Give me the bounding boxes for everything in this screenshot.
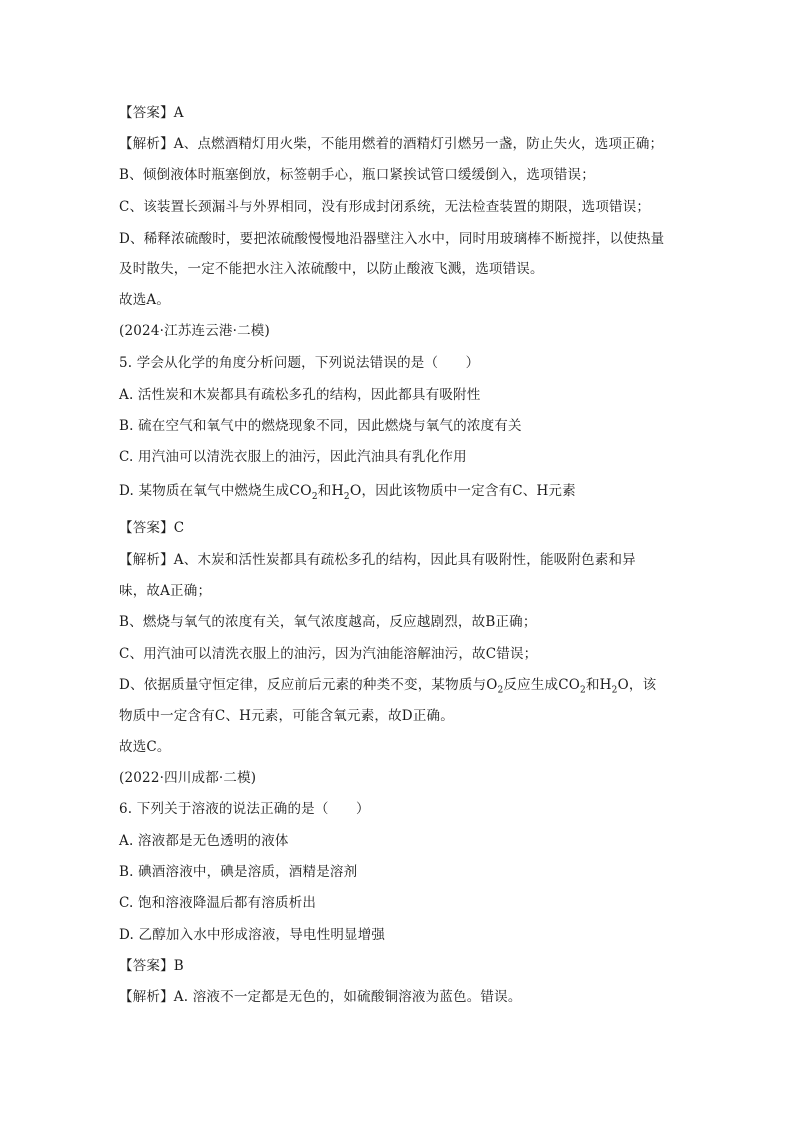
question-5-option-a: A. 活性炭和木炭都具有疏松多孔的结构，因此都具有吸附性 <box>119 387 481 403</box>
question-6-stem: 6. 下列关于溶液的说法正确的是（ ） <box>119 801 370 817</box>
analysis2-line-5-c: 和H <box>585 677 612 693</box>
analysis2-line-5-a: D、依据质量守恒定律，反应前后元素的种类不变，某物质与O <box>119 677 498 693</box>
question-source-5: (2024·江苏连云港·二模) <box>119 323 270 339</box>
formula-co2-subscript: 2 <box>311 491 318 502</box>
answer-label-3: 【答案】B <box>119 958 184 974</box>
analysis-line-1: 【解析】A、点燃酒精灯用火柴，不能用燃着的酒精灯引燃另一盏，防止失火，选项正确； <box>119 136 664 152</box>
conclusion-2: 故选C。 <box>119 739 171 755</box>
option-d-text-end: ，因此该物质中一定含有C、H元素 <box>361 483 576 499</box>
conclusion-1: 故选A。 <box>119 292 171 308</box>
option-d-text-start: D. 某物质在氧气中燃烧生成 <box>119 483 290 499</box>
analysis-line-2: B、倾倒液体时瓶塞倒放，标签朝手心，瓶口紧挨试管口缓缓倒入，选项错误； <box>119 167 595 183</box>
question-6-option-b: B. 碘酒溶液中，碘是溶质，酒精是溶剂 <box>119 864 358 880</box>
analysis2-line-5-b: 反应生成CO <box>503 677 581 693</box>
analysis2-line-5 <box>119 675 719 695</box>
analysis3-line-1: 【解析】A. 溶液不一定都是无色的，如硫酸铜溶液为蓝色。错误。 <box>119 989 522 1005</box>
answer-label-2: 【答案】C <box>119 520 185 536</box>
h2o-subscript: 2 <box>611 685 618 696</box>
question-5-option-d <box>119 481 719 501</box>
analysis2-line-6: 物质中一定含有C、H元素，可能含氧元素，故D正确。 <box>119 708 454 724</box>
analysis-line-4: D、稀释浓硫酸时，要把浓硫酸慢慢地沿器壁注入水中，同时用玻璃棒不断搅拌，以使热量 <box>119 231 665 247</box>
analysis2-line-2: 味，故A正确； <box>119 583 212 599</box>
analysis2-line-5-d: O，该 <box>617 677 657 693</box>
question-6-option-c: C. 饱和溶液降温后都有溶质析出 <box>119 895 317 911</box>
analysis2-line-1: 【解析】A、木炭和活性炭都具有疏松多孔的结构，因此具有吸附性，能吸附色素和异 <box>119 552 636 568</box>
question-5-stem: 5. 学会从化学的角度分析问题，下列说法错误的是（ ） <box>119 355 480 371</box>
question-source-6: (2022·四川成都·二模) <box>119 770 257 786</box>
formula-h2o-subscript: 2 <box>343 491 350 502</box>
analysis2-line-3: B、燃烧与氧气的浓度有关，氧气浓度越高，反应越剧烈，故B正确； <box>119 614 537 630</box>
analysis-line-3: C、该装置长颈漏斗与外界相同，没有形成封闭系统，无法检查装置的期限，选项错误； <box>119 199 651 215</box>
formula-co: CO <box>289 483 312 499</box>
formula-co2 <box>289 483 318 502</box>
question-5-option-b: B. 硫在空气和氧气中的燃烧现象不同，因此燃烧与氧气的浓度有关 <box>119 418 522 434</box>
formula-h2o <box>331 483 362 502</box>
co2-subscript: 2 <box>580 685 586 696</box>
formula-o: O <box>349 483 362 499</box>
question-6-option-a: A. 溶液都是无色透明的液体 <box>119 833 289 849</box>
analysis2-line-4: C、用汽油可以清洗衣服上的油污，因为汽油能溶解油污，故C错误； <box>119 646 538 662</box>
option-d-and: 和 <box>317 483 332 499</box>
answer-label-1: 【答案】A <box>119 105 184 121</box>
formula-h: H <box>331 483 344 499</box>
analysis-line-5: 及时散失，一定不能把水注入浓硫酸中，以防止酸液飞溅，选项错误。 <box>119 261 544 277</box>
question-5-option-c: C. 用汽油可以清洗衣服上的油污，因此汽油具有乳化作用 <box>119 449 467 465</box>
question-6-option-d: D. 乙醇加入水中形成溶液，导电性明显增强 <box>119 927 386 943</box>
o2-subscript: 2 <box>497 685 504 696</box>
